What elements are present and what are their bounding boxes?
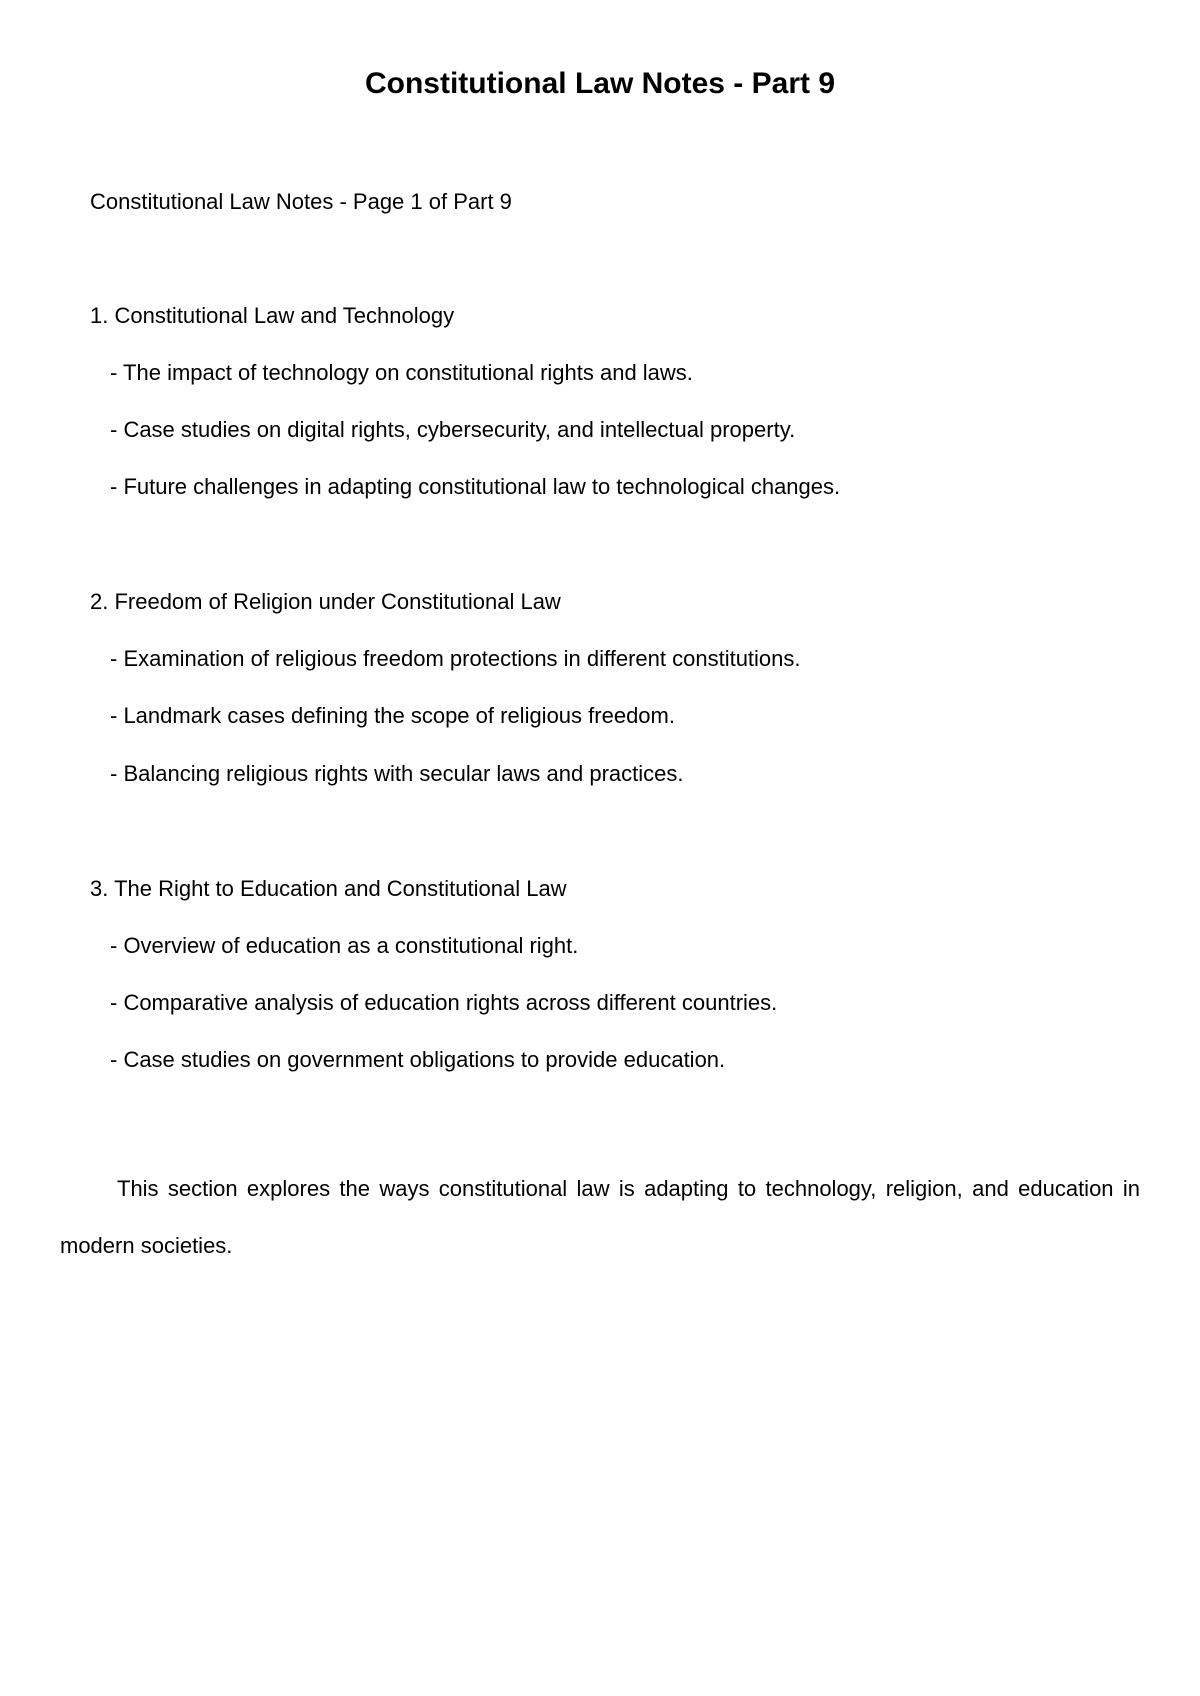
document-title: Constitutional Law Notes - Part 9 <box>364 67 836 100</box>
bullet-item: - Balancing religious rights with secular laws and practices. <box>110 761 684 786</box>
bullet-item: - Case studies on digital rights, cybersecurity, and intellectual property. <box>110 417 796 442</box>
section-heading-technology: 1. Constitutional Law and Technology <box>90 303 455 328</box>
summary-paragraph: This section explores the ways constitutional law is adapting to technology, religion, and education in modern societies. <box>60 1176 1140 1258</box>
section-heading-religion: 2. Freedom of Religion under Constitutional Law <box>90 589 561 614</box>
section-heading-education: 3. The Right to Education and Constitutional Law <box>90 876 567 901</box>
bullet-item: - Case studies on government obligations to provide education. <box>110 1047 726 1072</box>
bullet-item: - Future challenges in adapting constitutional law to technological changes. <box>110 474 841 499</box>
bullet-item: - Examination of religious freedom protections in different constitutions. <box>110 646 801 671</box>
bullet-item: - Comparative analysis of education rights across different countries. <box>110 990 778 1015</box>
bullet-item: - Landmark cases defining the scope of religious freedom. <box>110 703 675 728</box>
bullet-item: - The impact of technology on constitutional rights and laws. <box>110 360 693 385</box>
page-subtitle: Constitutional Law Notes - Page 1 of Part 9 <box>90 189 512 214</box>
bullet-item: - Overview of education as a constitutional right. <box>110 933 579 958</box>
